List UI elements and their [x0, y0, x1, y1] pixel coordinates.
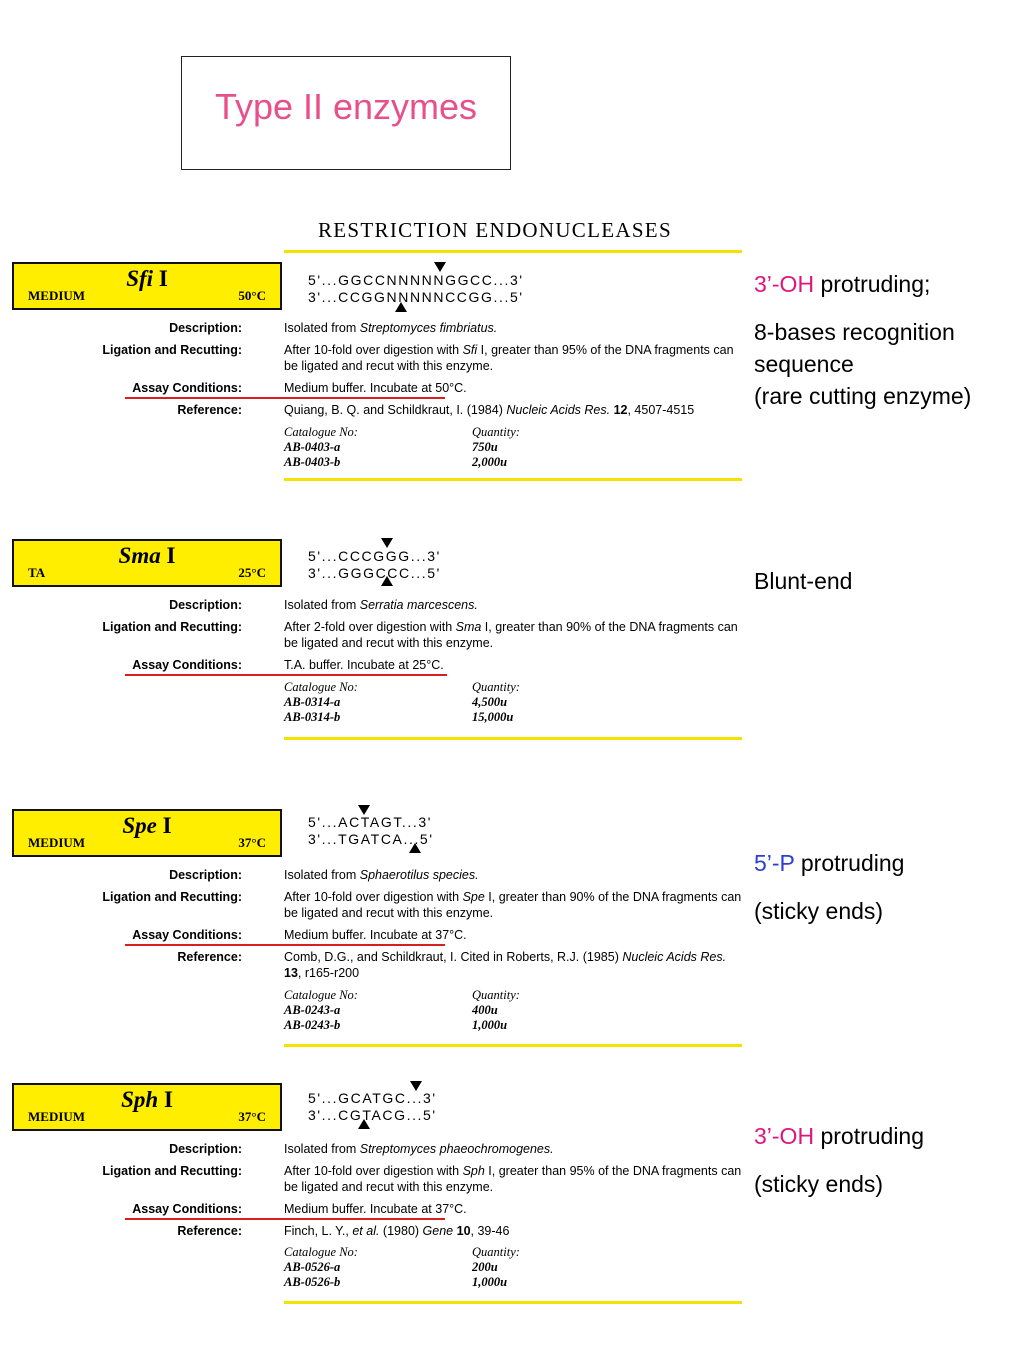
section-rule	[284, 1044, 742, 1047]
temperature-label: 50°C	[238, 288, 266, 303]
assay-underline	[125, 1218, 445, 1220]
enzyme-sma	[0, 539, 760, 769]
description-label: Description:	[169, 321, 242, 335]
quantity-list: Quantity: 750u 2,000u	[472, 425, 520, 469]
assay-value: Medium buffer. Incubate at 37°C.	[284, 1202, 467, 1216]
cut-arrow-bottom-icon	[358, 1119, 370, 1129]
catalogue-list: Catalogue No: AB-0314-a AB-0314-b	[284, 680, 358, 724]
description-value: Isolated from Serratia marcescens.	[284, 598, 478, 612]
ligation-value: After 10-fold over digestion with Sfi I, greater than 95% of the DNA fragments can be ligated and recut with this enzyme.	[284, 343, 734, 373]
temperature-label: 37°C	[238, 1109, 266, 1124]
recognition-sequence: 5'...CCCGGG...3' 3'...GGGCCC...5'	[308, 548, 441, 581]
assay-value: T.A. buffer. Incubate at 25°C.	[284, 658, 444, 672]
recognition-sequence: 5'...GCATGC...3' 3'...CGTACG...5'	[308, 1090, 437, 1123]
ligation-label: Ligation and Recutting:	[102, 620, 242, 634]
quantity-list: Quantity: 400u 1,000u	[472, 988, 520, 1032]
description-value: Isolated from Streptomyces phaeochromogenes.	[284, 1142, 554, 1156]
reference-value: Comb, D.G., and Schildkraut, I. Cited in Roberts, R.J. (1985) Nucleic Acids Res. 13, r165-r200	[284, 950, 727, 980]
description-label: Description:	[169, 868, 242, 882]
note-sma: Blunt-end	[754, 568, 853, 594]
reference-value: Finch, L. Y., et al. (1980) Gene 10, 39-46	[284, 1224, 510, 1238]
temperature-label: 37°C	[238, 835, 266, 850]
assay-label: Assay Conditions:	[132, 1202, 242, 1216]
note-sfi: 3’-OH protruding; 8-bases recognition sequence (rare cutting enzyme)	[754, 271, 972, 409]
cut-arrow-bottom-icon	[395, 302, 407, 312]
catalogue-list: Catalogue No: AB-0403-a AB-0403-b	[284, 425, 358, 469]
reference-label: Reference:	[177, 950, 242, 964]
enzyme-name: Spe I	[122, 813, 172, 838]
section-heading: RESTRICTION ENDONUCLEASES	[318, 218, 672, 242]
ligation-value: After 10-fold over digestion with Sph I, greater than 95% of the DNA fragments can be ligated and recut with this enzyme.	[284, 1164, 742, 1194]
enzyme-name: Sma I	[118, 543, 176, 568]
assay-value: Medium buffer. Incubate at 37°C.	[284, 928, 467, 942]
reference-label: Reference:	[177, 403, 242, 417]
buffer-label: TA	[28, 565, 46, 580]
cut-arrow-top-icon	[358, 805, 370, 815]
ligation-label: Ligation and Recutting:	[102, 1164, 242, 1178]
enzyme-name: Sph I	[121, 1087, 173, 1112]
assay-label: Assay Conditions:	[132, 381, 242, 395]
cut-arrow-bottom-icon	[409, 843, 421, 853]
enzyme-spe	[0, 809, 760, 1039]
assay-underline	[125, 944, 445, 946]
assay-value: Medium buffer. Incubate at 50°C.	[284, 381, 467, 395]
description-value: Isolated from Streptomyces fimbriatus.	[284, 321, 498, 335]
assay-underline	[125, 674, 447, 676]
section-rule	[284, 478, 742, 481]
catalogue-list: Catalogue No: AB-0526-a AB-0526-b	[284, 1245, 358, 1289]
section-rule	[284, 1301, 742, 1304]
cut-arrow-top-icon	[434, 262, 446, 272]
enzyme-badge	[12, 262, 282, 310]
quantity-list: Quantity: 200u 1,000u	[472, 1245, 520, 1289]
recognition-sequence: 5'...GGCCNNNNNGGCC...3' 3'...CCGGNNNNNCCGG...5'	[308, 272, 524, 305]
ligation-value: After 2-fold over digestion with Sma I, greater than 90% of the DNA fragments can be ligated and recut with this enzyme.	[284, 620, 738, 650]
ligation-label: Ligation and Recutting:	[102, 890, 242, 904]
heading-rule	[284, 250, 742, 253]
recognition-sequence: 5'...ACTAGT...3' 3'...TGATCA...5'	[308, 814, 434, 847]
buffer-label: MEDIUM	[28, 288, 86, 303]
title-box	[181, 56, 511, 170]
enzyme-badge	[12, 539, 282, 587]
ligation-value: After 10-fold over digestion with Spe I, greater than 90% of the DNA fragments can be ligated and recut with this enzyme.	[284, 890, 742, 920]
reference-value: Quiang, B. Q. and Schildkraut, I. (1984) Nucleic Acids Res. 12, 4507-4515	[284, 403, 695, 417]
assay-label: Assay Conditions:	[132, 928, 242, 942]
reference-label: Reference:	[177, 1224, 242, 1238]
description-label: Description:	[169, 1142, 242, 1156]
enzyme-badge	[12, 1083, 282, 1131]
temperature-label: 25°C	[238, 565, 266, 580]
page-title: Type II enzymes	[214, 86, 478, 127]
enzyme-sph	[0, 1083, 760, 1313]
note-spe: 5’-P protruding (sticky ends)	[754, 850, 905, 924]
assay-label: Assay Conditions:	[132, 658, 242, 672]
cut-arrow-top-icon	[381, 538, 393, 548]
note-sph: 3’-OH protruding (sticky ends)	[754, 1123, 925, 1197]
quantity-list: Quantity: 4,500u 15,000u	[472, 680, 520, 724]
enzyme-sfi	[0, 262, 760, 492]
enzyme-badge	[12, 809, 282, 857]
enzyme-name: Sfi I	[126, 266, 168, 291]
ligation-label: Ligation and Recutting:	[102, 343, 242, 357]
assay-underline	[125, 397, 445, 399]
cut-arrow-bottom-icon	[381, 576, 393, 586]
description-value: Isolated from Sphaerotilus species.	[284, 868, 479, 882]
cut-arrow-top-icon	[410, 1081, 422, 1091]
buffer-label: MEDIUM	[28, 835, 86, 850]
description-label: Description:	[169, 598, 242, 612]
section-rule	[284, 737, 742, 740]
catalogue-list: Catalogue No: AB-0243-a AB-0243-b	[284, 988, 358, 1032]
buffer-label: MEDIUM	[28, 1109, 86, 1124]
